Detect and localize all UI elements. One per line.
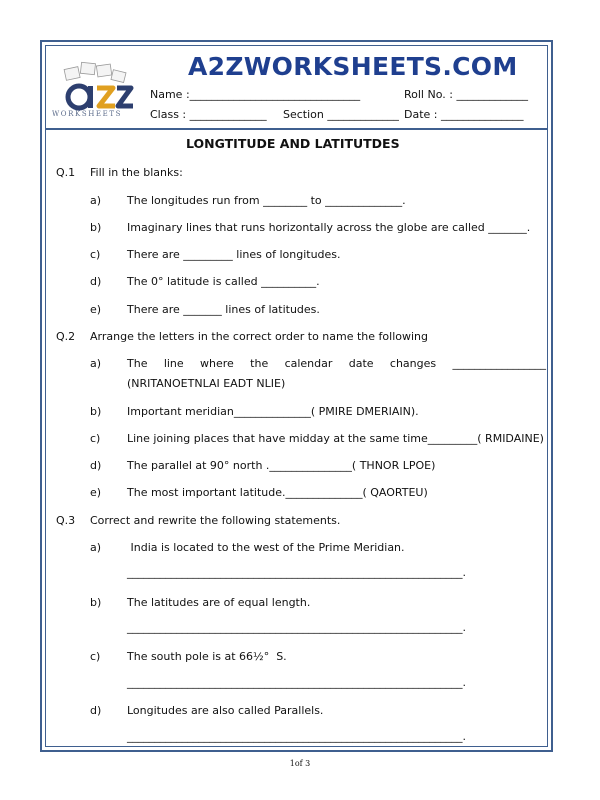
date-field[interactable]: Date : _______________	[404, 108, 524, 121]
name-field[interactable]: Name :_______________________________	[150, 88, 361, 101]
q2-item-letter: b)	[90, 405, 102, 418]
q2-item-letter: d)	[90, 459, 102, 472]
q2-item-letter: a)	[90, 357, 102, 370]
q3-instruction: Correct and rewrite the following statements.	[90, 514, 341, 527]
q3-item-letter: b)	[90, 596, 102, 609]
worksheet-title: LONGTITUDE AND LATITUTDES	[186, 136, 400, 151]
q2-item-letter: e)	[90, 486, 102, 499]
q2-a-word: date	[348, 357, 374, 370]
q2-instruction: Arrange the letters in the correct order to name the following	[90, 330, 428, 343]
q2-item-c: Line joining places that have midday at the same time_________( RMIDAINE)	[127, 432, 544, 445]
section-field[interactable]: Section _____________	[283, 108, 399, 121]
q1-item-letter: b)	[90, 221, 102, 234]
q3-item-c: The south pole is at 66½° S.	[127, 650, 287, 663]
q2-a-jumbled-letters: (NRITANOETNLAI EADT NLIE)	[127, 377, 286, 390]
q2-item-d: The parallel at 90° north ._______________( THNOR LPOE)	[127, 459, 436, 472]
q2-item-e: The most important latitude.______________( QAORTEU)	[127, 486, 428, 499]
q2-a-word: calendar	[284, 357, 333, 370]
q3-item-d: Longitudes are also called Parallels.	[127, 704, 324, 717]
answer-line[interactable]: _____________________________________________________________.	[127, 730, 466, 743]
page-number: 1of 3	[289, 759, 311, 768]
q2-number: Q.2	[56, 330, 76, 343]
q2-item-letter: c)	[90, 432, 101, 445]
logo-caption: WORKSHEETS	[52, 110, 123, 118]
q2-a-word: changes	[389, 357, 437, 370]
q3-number: Q.3	[56, 514, 76, 527]
answer-line[interactable]: _____________________________________________________________.	[127, 676, 466, 689]
roll-no-field[interactable]: Roll No. : _____________	[404, 88, 528, 101]
q1-item-a: The longitudes run from ________ to ______________.	[127, 194, 406, 207]
q1-instruction: Fill in the blanks:	[90, 166, 183, 179]
q2-a-word: where	[200, 357, 234, 370]
q2-a-answer-blank[interactable]: _________________	[452, 357, 546, 370]
q1-item-letter: c)	[90, 248, 101, 261]
class-field[interactable]: Class : ______________	[150, 108, 267, 121]
q2-a-word: The	[127, 357, 148, 370]
q1-item-letter: a)	[90, 194, 102, 207]
q2-a-word: line	[163, 357, 184, 370]
q3-item-letter: d)	[90, 704, 102, 717]
q1-item-e: There are _______ lines of latitudes.	[127, 303, 320, 316]
answer-line[interactable]: _____________________________________________________________.	[127, 566, 466, 579]
q1-item-d: The 0° latitude is called __________.	[127, 275, 320, 288]
header-divider	[45, 128, 548, 130]
site-title: A2ZWORKSHEETS.COM	[188, 52, 518, 81]
q3-item-letter: a)	[90, 541, 102, 554]
q1-item-b: Imaginary lines that runs horizontally across the globe are called _______.	[127, 221, 531, 234]
q1-item-letter: d)	[90, 275, 102, 288]
q3-item-a: India is located to the west of the Prime Meridian.	[127, 541, 405, 554]
q2-item-b: Important meridian______________( PMIRE DMERIAIN).	[127, 405, 419, 418]
q2-item-a	[127, 357, 546, 370]
q3-item-b: The latitudes are of equal length.	[127, 596, 311, 609]
q1-item-c: There are _________ lines of longitudes.	[127, 248, 341, 261]
answer-line[interactable]: _____________________________________________________________.	[127, 621, 466, 634]
q2-a-word: the	[250, 357, 269, 370]
q1-number: Q.1	[56, 166, 76, 179]
q1-item-letter: e)	[90, 303, 102, 316]
q3-item-letter: c)	[90, 650, 101, 663]
